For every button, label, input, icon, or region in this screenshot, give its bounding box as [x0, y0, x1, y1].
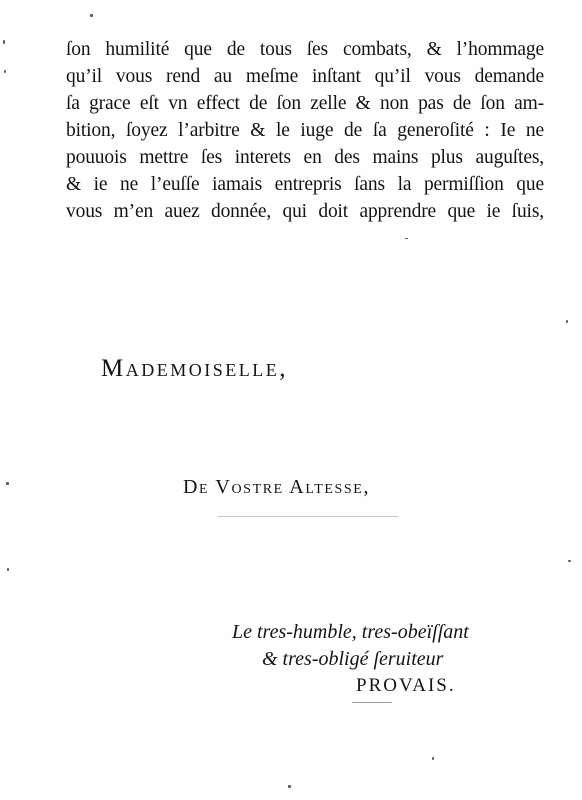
paragraph-line: vous m’en auez donnée, qui doit apprendre que ie ſuis, — [66, 201, 544, 222]
address-line: De Vostre Altesse, — [183, 476, 371, 498]
paragraph-line: qu’il vous rend au meſme inſtant qu’il vous demande — [66, 66, 544, 87]
signature-line-2: & tres-obligé ſeruiteur — [262, 648, 444, 670]
paragraph-line: ſon humilité que de tous ſes combats, & l’hommage — [66, 39, 544, 60]
signature-block — [232, 619, 522, 699]
paragraph-line: pouuois mettre ſes interets en des mains plus auguſtes, — [66, 147, 544, 168]
ink-speck — [7, 568, 9, 571]
paragraph-line: bition, ſoyez l’arbitre & le iuge de ſa generoſité : Ie ne — [66, 120, 544, 141]
ink-speck — [6, 482, 9, 485]
signatory-name: PROVAIS. — [356, 675, 456, 696]
paragraph-line: & ie ne l’euſſe iamais entrepris ſans la permiſſion que — [66, 174, 544, 195]
ink-speck — [288, 785, 291, 788]
ink-speck — [90, 14, 93, 17]
ink-speck — [352, 702, 392, 703]
ink-speck — [566, 320, 568, 323]
ink-speck — [432, 757, 434, 760]
ink-speck — [405, 238, 408, 239]
ink-speck — [4, 70, 6, 73]
signature-line-1: Le tres-humble, tres-obeïſſant — [232, 621, 469, 643]
ink-speck — [568, 560, 571, 562]
ink-speck — [3, 40, 5, 44]
dedication-paragraph — [66, 36, 544, 225]
paragraph-line: ſa grace eſt vn effect de ſon zelle & non pas de ſon am- — [66, 93, 544, 114]
ink-speck — [218, 516, 398, 517]
salutation: Mademoiselle, — [101, 355, 288, 382]
